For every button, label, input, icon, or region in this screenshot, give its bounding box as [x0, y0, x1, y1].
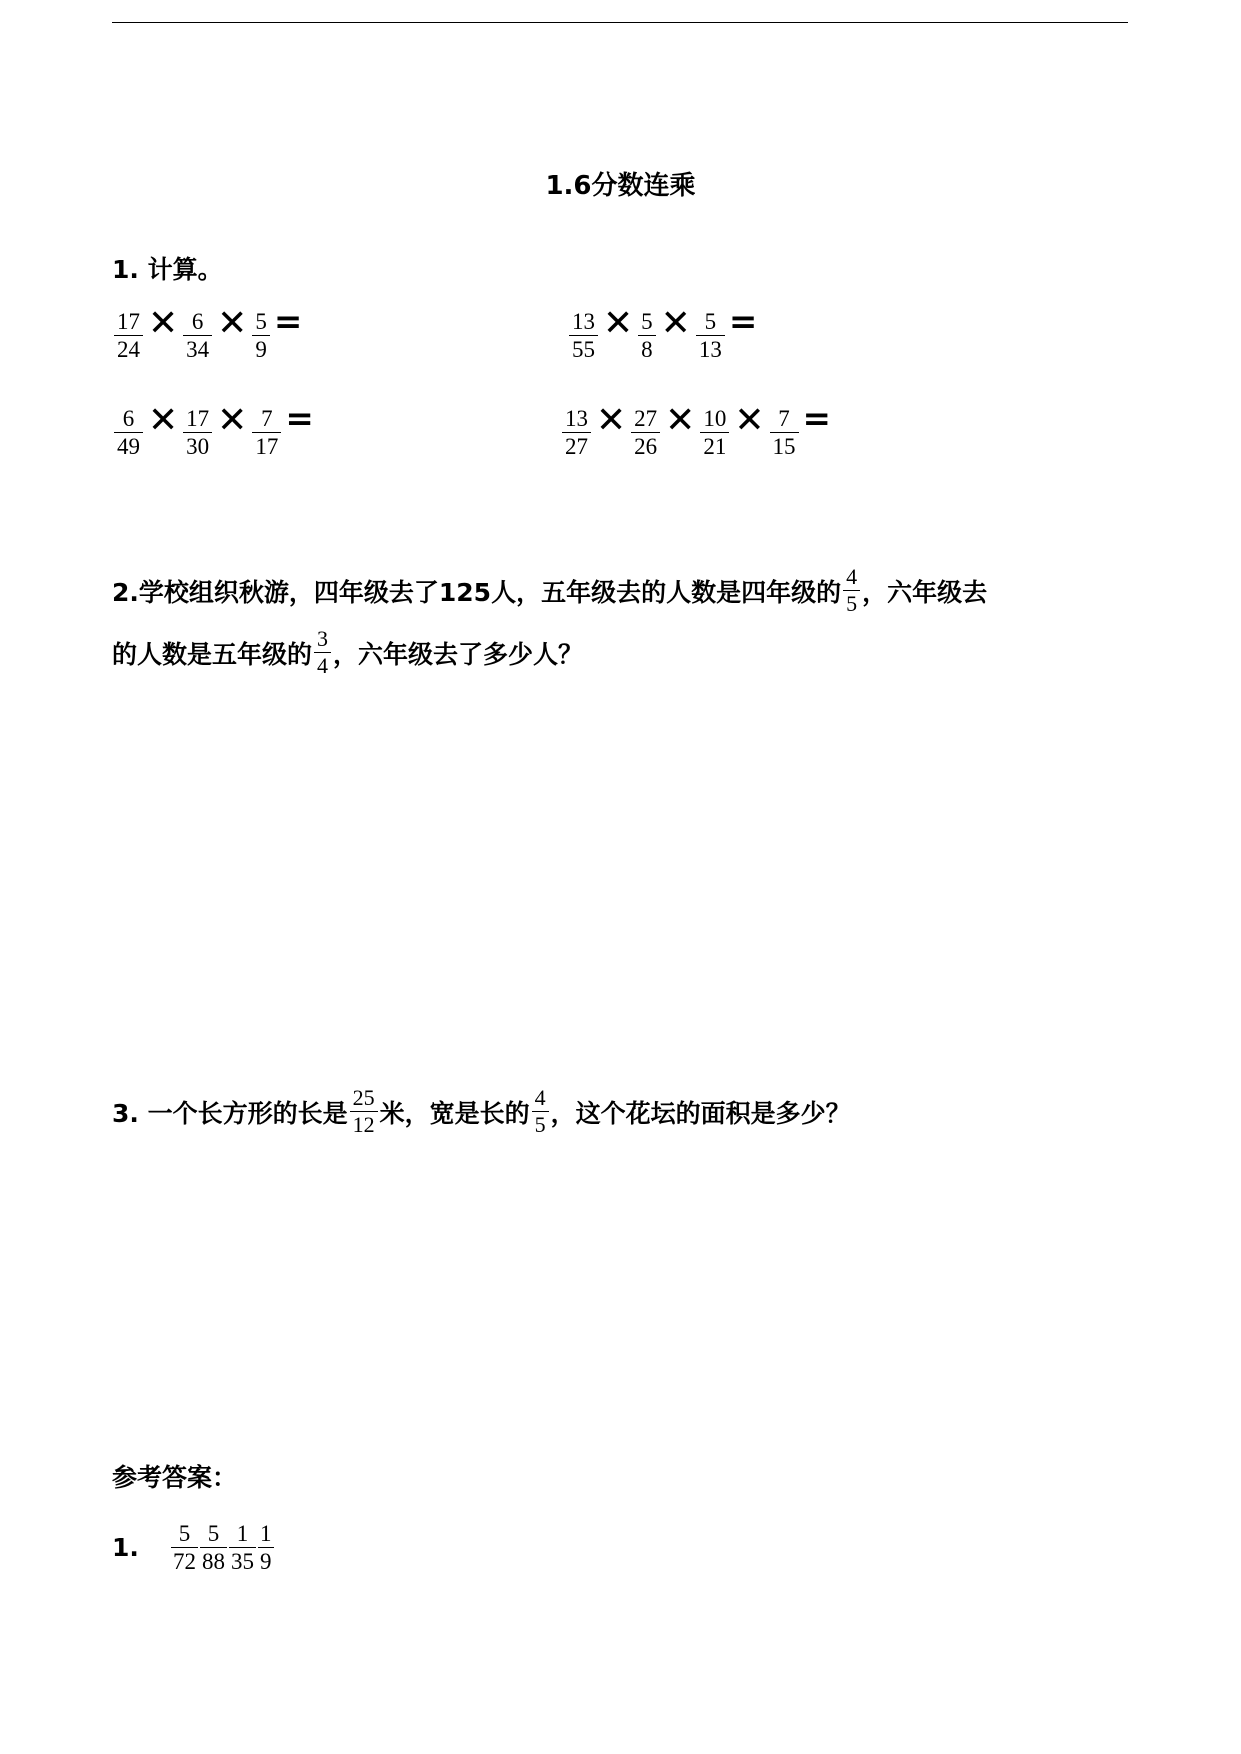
fraction: $\frac{25}{12}$ [350, 1085, 378, 1138]
fraction: $\frac{5}{8}$ [638, 308, 656, 363]
question-3-text: ，这个花坛的面积是多少？ [550, 1098, 851, 1128]
times-sign: ✕ [148, 303, 179, 344]
answer-1-label: 1. [112, 1533, 139, 1562]
question-3 [112, 1085, 851, 1138]
equals-sign: = [728, 302, 758, 342]
question-2-text: ，六年级去了多少人？ [333, 639, 584, 669]
fraction: $\frac{10}{21}$ [700, 405, 729, 460]
fraction: $\frac{17}{30}$ [183, 405, 212, 460]
expression-2 [567, 300, 757, 370]
times-sign: ✕ [660, 303, 691, 344]
question-2-line-1 [112, 564, 987, 617]
fraction: $\frac{27}{26}$ [631, 405, 660, 460]
times-sign: ✕ [148, 400, 179, 441]
equals-sign: = [273, 302, 303, 342]
times-sign: ✕ [217, 303, 248, 344]
fraction: $\frac{17}{24}$ [114, 308, 143, 363]
fraction: $\frac{6}{34}$ [183, 308, 212, 363]
fraction: $\frac{5}{72}$ [173, 1521, 196, 1574]
times-sign: ✕ [665, 400, 696, 441]
fraction: $\frac{4}{5}$ [843, 564, 860, 617]
question-3-text: 3. 一个长方形的长是 [112, 1098, 348, 1128]
question-2-text: ，六年级去 [862, 577, 988, 607]
question-2-text: 的人数是五年级的 [112, 639, 313, 669]
equals-sign: = [285, 399, 314, 439]
fraction: $\frac{5}{88}$ [202, 1521, 225, 1574]
fraction: $\frac{13}{27}$ [562, 405, 591, 460]
times-sign: ✕ [217, 400, 248, 441]
fraction: $\frac{7}{17}$ [252, 405, 281, 460]
expression-1 [112, 300, 302, 370]
question-2-line-2 [112, 626, 583, 679]
fraction: $\frac{1}{35}$ [231, 1521, 254, 1574]
expression-4 [560, 397, 831, 467]
page-title: 1.6分数连乘 [545, 171, 696, 201]
fraction: $\frac{6}{49}$ [114, 405, 143, 460]
fraction: $\frac{1}{9}$ [260, 1521, 272, 1574]
answer-1 [112, 1520, 275, 1575]
question-3-text: 米，宽是长的 [379, 1098, 530, 1128]
question-1-label: 1. 计算。 [112, 255, 223, 284]
fraction: $\frac{13}{55}$ [569, 308, 598, 363]
fraction: $\frac{3}{4}$ [314, 626, 331, 679]
times-sign: ✕ [603, 303, 634, 344]
equals-sign: = [802, 399, 832, 439]
times-sign: ✕ [734, 400, 765, 441]
times-sign: ✕ [596, 400, 627, 441]
fraction: $\frac{5}{13}$ [696, 308, 725, 363]
expression-3 [112, 397, 314, 467]
header-rule [112, 22, 1128, 23]
question-2-text: 2.学校组织秋游，四年级去了125人，五年级去的人数是四年级的 [112, 577, 842, 607]
answers-title: 参考答案： [112, 1463, 238, 1492]
fraction: $\frac{7}{15}$ [770, 405, 799, 460]
fraction: $\frac{4}{5}$ [532, 1085, 549, 1138]
fraction: $\frac{5}{9}$ [252, 308, 270, 363]
